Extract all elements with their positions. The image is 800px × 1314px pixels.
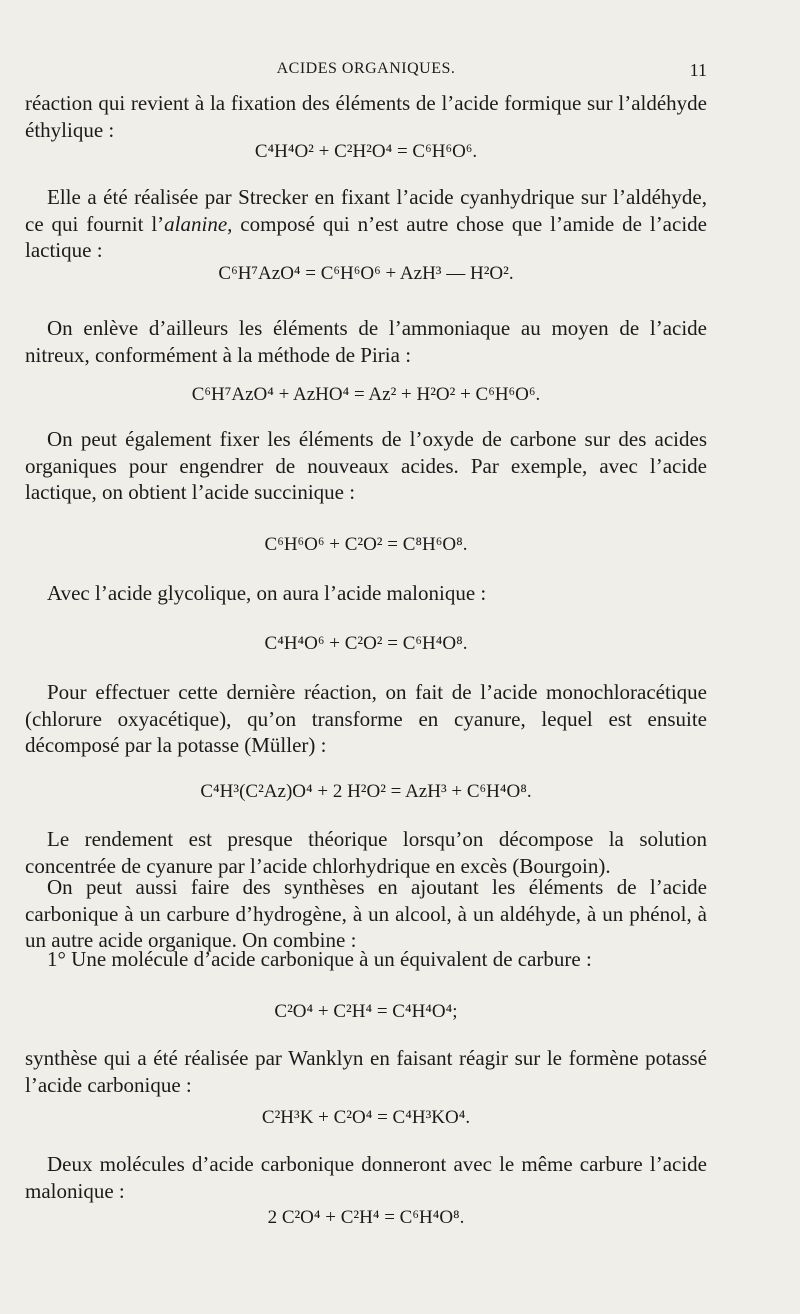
paragraph-8: On peut aussi faire des synthèses en ajoutant les éléments de l’acide carbonique à un carbure d’hydrogène, à un alcool, à un aldéhyde, à un phénol, à un autre acide organique. On combine : [25,875,707,952]
paragraph-7: Le rendement est presque théorique lorsqu’on décompose la solution concentrée de cyanure par l’acide chlorhydrique en excès (Bourgoin). [25,827,707,878]
paragraph-2-text-a: Elle a été réalisée par Strecker en fixant l’acide cyanhydrique sur l’aldéhyde, ce qui fournit l’ [25,185,707,236]
formula-3: C⁶H⁷AzO⁴ + AzHO⁴ = Az² + H²O² + C⁶H⁶O⁶. [191,384,541,405]
formula-1: C⁴H⁴O² + C²H²O⁴ = C⁶H⁶O⁶. [254,141,478,162]
paragraph-4: On peut également fixer les éléments de l’oxyde de carbone sur des acides organiques pour engendrer de nouveaux acides. Par exemple, avec l’acide lactique, on obtient l’acide succinique : [25,427,707,504]
paragraph-2-text-b: composé qui n’est autre chose que l’amide de l’acide lactique : [25,211,707,262]
paragraph-11: Deux molécules d’acide carbonique donneront avec le même carbure l’acide malonique : [25,1152,707,1203]
page-number: 11 [689,60,707,80]
formula-9: 2 C²O⁴ + C²H⁴ = C⁶H⁴O⁸. [267,1207,465,1228]
formula-6: C⁴H³(C²Az)O⁴ + 2 H²O² = AzH³ + C⁶H⁴O⁸. [200,781,532,802]
running-head: ACIDES ORGANIQUES. [276,60,456,77]
paragraph-10: synthèse qui a été réalisée par Wanklyn en faisant réagir sur le formène potassé l’acide carbonique : [25,1046,707,1097]
paragraph-6: Pour effectuer cette dernière réaction, on fait de l’acide monochloracétique (chlorure oxyacétique), qu’on transforme en cyanure, lequel est ensuite décomposé par la potasse (Müller) : [25,680,707,757]
page-header [25,60,707,84]
paragraph-1: réaction qui revient à la fixation des éléments de l’acide formique sur l’aldéhyde éthylique : [25,91,707,142]
formula-8: C²H³K + C²O⁴ = C⁴H³KO⁴. [261,1107,471,1128]
formula-7: C²O⁴ + C²H⁴ = C⁴H⁴O⁴; [274,1001,458,1022]
paragraph-5: Avec l’acide glycolique, on aura l’acide malonique : [47,581,487,605]
paragraph-9: 1° Une molécule d’acide carbonique à un équivalent de carbure : [47,947,592,971]
paragraph-3: On enlève d’ailleurs les éléments de l’ammoniaque au moyen de l’acide nitreux, conformément à la méthode de Piria : [25,316,707,367]
paragraph-2 [25,184,707,264]
formula-2: C⁶H⁷AzO⁴ = C⁶H⁶O⁶ + AzH³ — H²O². [218,263,514,284]
formula-5: C⁴H⁴O⁶ + C²O² = C⁶H⁴O⁸. [264,633,468,654]
formula-4: C⁶H⁶O⁶ + C²O² = C⁸H⁶O⁸. [264,534,468,555]
alanine-term: alanine, [164,211,233,236]
